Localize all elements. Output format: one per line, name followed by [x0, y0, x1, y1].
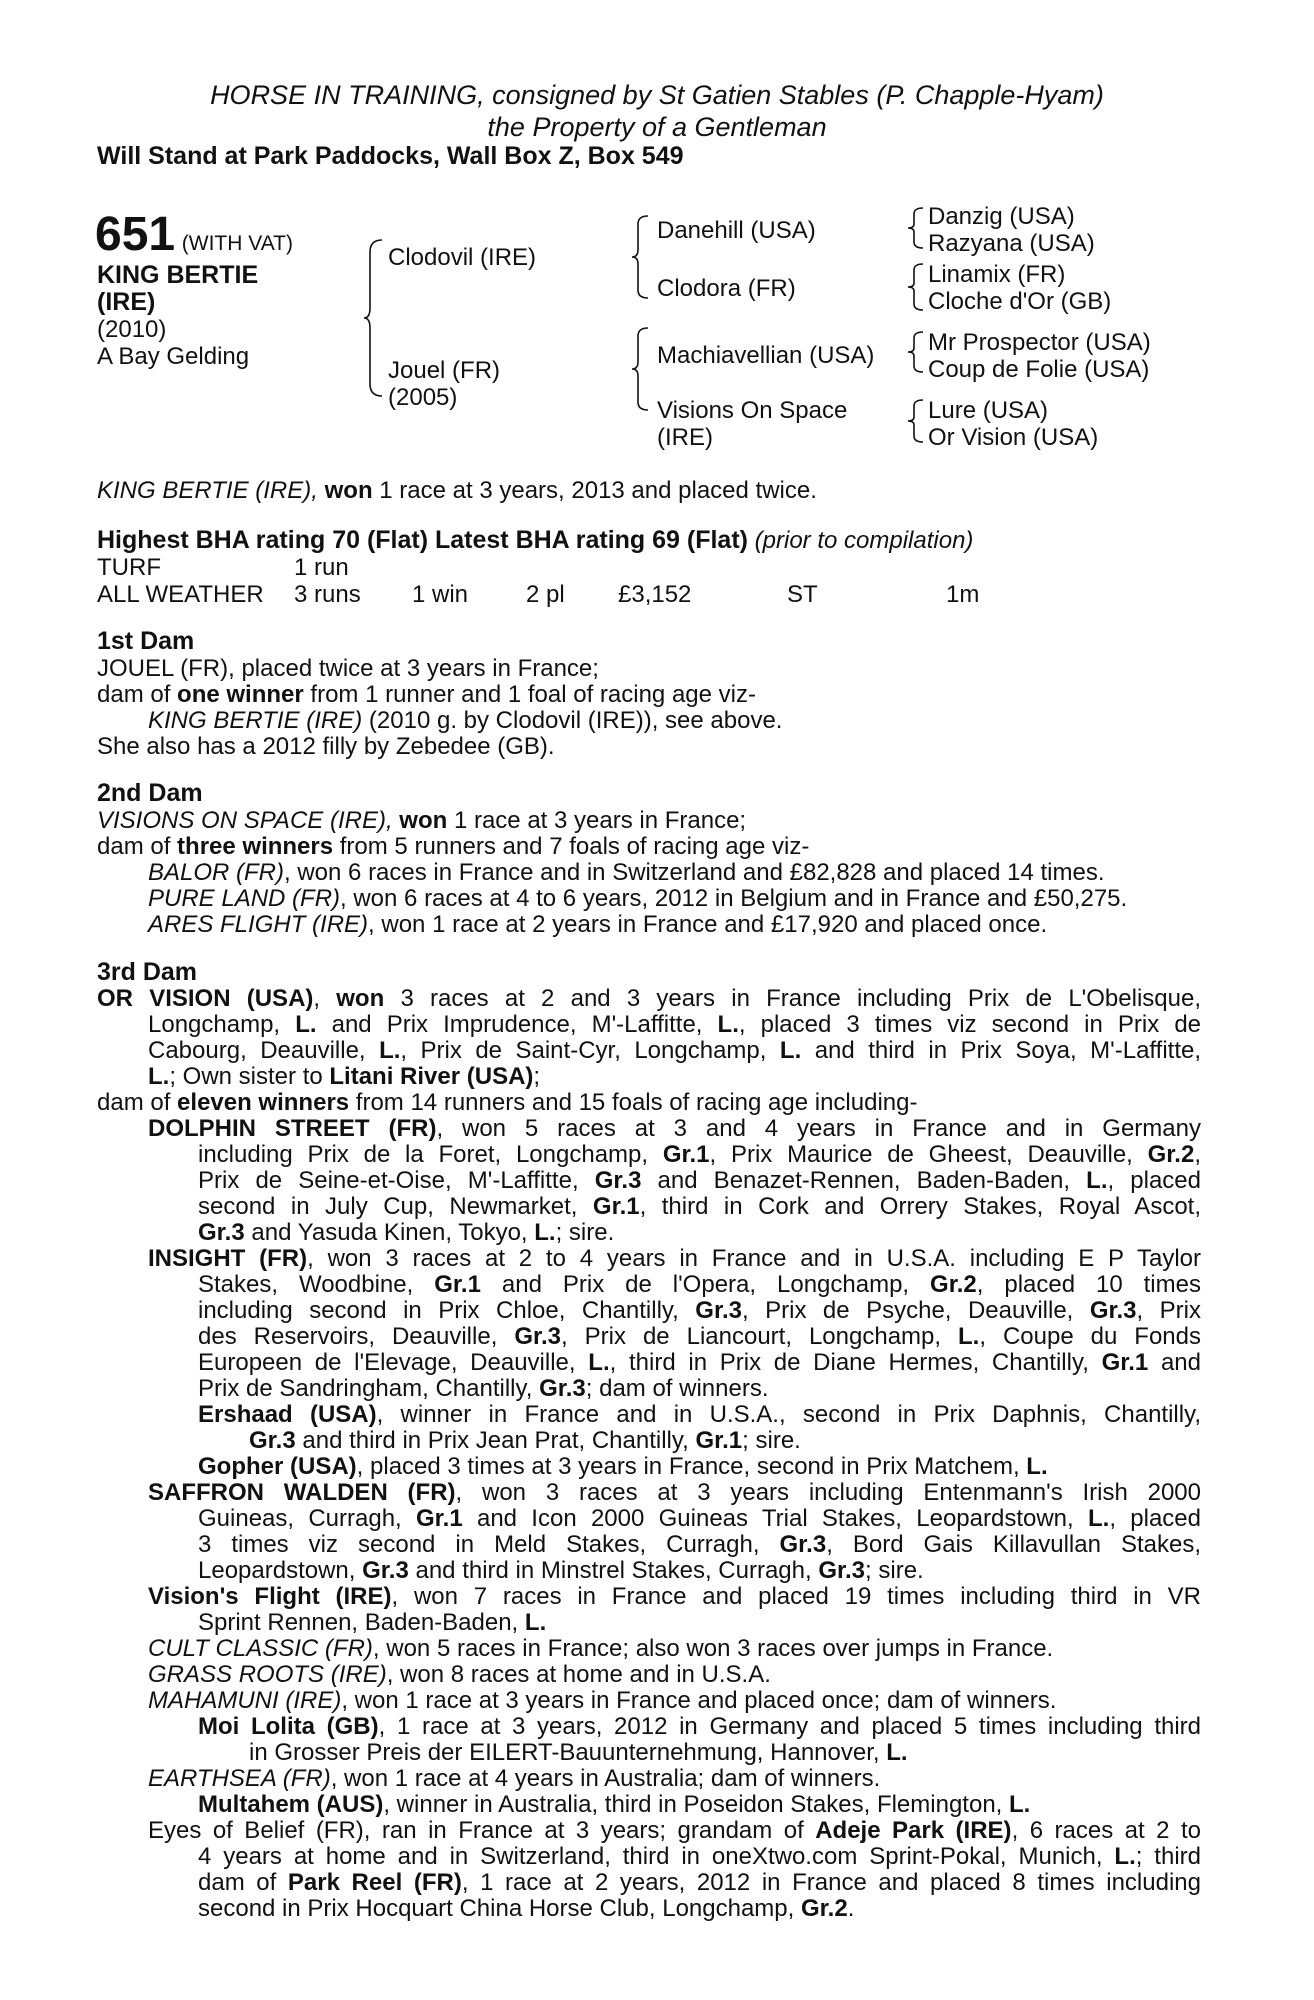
second-dam-line: ARES FLIGHT (IRE), won 1 race at 2 years in France and £17,920 and placed once.	[148, 911, 1048, 938]
horse-name-suffix: (IRE)	[97, 288, 156, 316]
g5-g6-brace	[905, 330, 927, 374]
first-dam-line: JOUEL (FR), placed twice at 3 years in France;	[97, 655, 599, 682]
third-dam-line: Moi Lolita (GB), 1 race at 3 years, 2012 in Germany and placed 5 times including third	[198, 1713, 1201, 1740]
horse-name: KING BERTIE	[97, 261, 259, 289]
pedigree-g2: Razyana (USA)	[928, 230, 1095, 257]
third-dam-line: INSIGHT (FR), won 3 races at 2 to 4 years in France and in U.S.A. including E P Taylor	[148, 1245, 1201, 1272]
third-dam-line: SAFFRON WALDEN (FR), won 3 races at 3 years including Entenmann's Irish 2000	[148, 1479, 1202, 1506]
consignor-line: HORSE IN TRAINING, consigned by St Gatien Stables (P. Chapple-Hyam)	[210, 80, 1104, 110]
g3-g4-brace	[905, 262, 927, 312]
horse-description: A Bay Gelding	[97, 343, 250, 370]
pedigree-sire-dam: Clodora (FR)	[657, 275, 796, 302]
summary-won: won	[324, 477, 373, 504]
first-dam-line: KING BERTIE (IRE) (2010 g. by Clodovil (IRE)), see above.	[148, 707, 783, 734]
third-dam-line: Sprint Rennen, Baden-Baden, L.	[198, 1609, 547, 1636]
third-dam-line: Stakes, Woodbine, Gr.1 and Prix de l'Opera, Longchamp, Gr.2, placed 10 times	[198, 1271, 1201, 1298]
third-dam-line: in Grosser Preis der EILERT-Bauunternehmung, Hannover, L.	[249, 1739, 908, 1766]
third-dam-line: dam of Park Reel (FR), 1 race at 2 years, 2012 in France and placed 8 times including	[198, 1869, 1201, 1896]
second-dam-heading: 2nd Dam	[97, 779, 203, 807]
bha-rating-values: Highest BHA rating 70 (Flat) Latest BHA rating 69 (Flat)	[97, 526, 748, 554]
bha-rating	[97, 527, 973, 554]
dam-parents-brace	[630, 326, 652, 412]
third-dam-line: dam of eleven winners from 14 runners and 15 foals of racing age including-	[97, 1089, 918, 1116]
pedigree-dam-dam: Visions On Space	[657, 397, 848, 424]
third-dam-line: des Reservoirs, Deauville, Gr.3, Prix de Liancourt, Longchamp, L., Coupe du Fonds	[198, 1323, 1202, 1350]
sire-dam-brace	[362, 238, 386, 398]
lot-number: 651	[95, 208, 176, 261]
record-aw-label: ALL WEATHER	[97, 581, 264, 608]
third-dam-line: L.; Own sister to Litani River (USA);	[148, 1063, 541, 1090]
second-dam-line: BALOR (FR), won 6 races in France and in Switzerland and £82,828 and placed 14 times.	[148, 859, 1105, 886]
third-dam-line: including second in Prix Chloe, Chantilly, Gr.3, Prix de Psyche, Deauville, Gr.3, Prix	[198, 1297, 1201, 1324]
pedigree-g1: Danzig (USA)	[928, 203, 1075, 230]
third-dam-line: GRASS ROOTS (IRE), won 8 races at home and in U.S.A.	[148, 1661, 771, 1688]
second-dam-line: VISIONS ON SPACE (IRE), won 1 race at 3 years in France;	[97, 807, 747, 834]
third-dam-line: Gr.3 and Yasuda Kinen, Tokyo, L.; sire.	[198, 1219, 615, 1246]
first-dam-line: dam of one winner from 1 runner and 1 foal of racing age viz-	[97, 681, 756, 708]
third-dam-line: including Prix de la Foret, Longchamp, Gr.1, Prix Maurice de Gheest, Deauville, Gr.2,	[198, 1141, 1201, 1168]
first-dam-heading: 1st Dam	[97, 627, 195, 655]
pedigree-g4: Cloche d'Or (GB)	[928, 288, 1112, 315]
g1-g2-brace	[905, 206, 927, 250]
third-dam-line: second in July Cup, Newmarket, Gr.1, third in Cork and Orrery Stakes, Royal Ascot,	[198, 1193, 1201, 1220]
third-dam-line: Cabourg, Deauville, L., Prix de Saint-Cyr, Longchamp, L. and third in Prix Soya, M'-Laffitte,	[148, 1037, 1202, 1064]
third-dam-line: Vision's Flight (IRE), won 7 races in France and placed 19 times including third in VR	[148, 1583, 1201, 1610]
third-dam-line: 4 years at home and in Switzerland, third in oneXtwo.com Sprint-Pokal, Munich, L.; third	[198, 1843, 1201, 1870]
third-dam-line: 3 times viz second in Meld Stakes, Curragh, Gr.3, Bord Gais Killavullan Stakes,	[198, 1531, 1201, 1558]
pedigree-dam-year: (2005)	[388, 384, 458, 411]
second-dam-line: dam of three winners from 5 runners and 7 foals of racing age viz-	[97, 833, 810, 860]
pedigree-sire-sire: Danehill (USA)	[657, 217, 816, 244]
third-dam-line: MAHAMUNI (IRE), won 1 race at 3 years in France and placed once; dam of winners.	[148, 1687, 1057, 1714]
record-aw-runs: 3 runs	[294, 581, 361, 608]
third-dam-line: DOLPHIN STREET (FR), won 5 races at 3 and 4 years in France and in Germany	[148, 1115, 1201, 1142]
sire-parents-brace	[630, 214, 652, 300]
pedigree-dam: Jouel (FR)	[388, 357, 501, 384]
third-dam-line: Prix de Seine-et-Oise, M'-Laffitte, Gr.3 and Benazet-Rennen, Baden-Baden, L., placed	[198, 1167, 1202, 1194]
third-dam-line: Prix de Sandringham, Chantilly, Gr.3; dam of winners.	[198, 1375, 769, 1402]
pedigree-sire: Clodovil (IRE)	[388, 244, 537, 271]
foaling-year: (2010)	[97, 316, 167, 343]
pedigree-g8: Or Vision (USA)	[928, 424, 1099, 451]
record-aw-prize: £3,152	[618, 581, 692, 608]
pedigree-g5: Mr Prospector (USA)	[928, 329, 1151, 356]
vat-note: (WITH VAT)	[181, 232, 293, 255]
bha-rating-note: (prior to compilation)	[754, 527, 974, 554]
summary-rest: 1 race at 3 years, 2013 and placed twice.	[372, 477, 817, 504]
pedigree-g6: Coup de Folie (USA)	[928, 356, 1150, 383]
third-dam-heading: 3rd Dam	[97, 958, 198, 986]
pedigree-g7: Lure (USA)	[928, 397, 1049, 424]
pedigree-dam-dam-suffix: (IRE)	[657, 424, 713, 451]
race-summary: KING BERTIE (IRE), won 1 race at 3 years, 2013 and placed twice.	[97, 477, 817, 504]
third-dam-line: Europeen de l'Elevage, Deauville, L., third in Prix de Diane Hermes, Chantilly, Gr.1 and	[198, 1349, 1202, 1376]
pedigree-dam-sire: Machiavellian (USA)	[657, 342, 875, 369]
pedigree-g3: Linamix (FR)	[928, 261, 1066, 288]
third-dam-line: CULT CLASSIC (FR), won 5 races in France; also won 3 races over jumps in France.	[148, 1635, 1054, 1662]
stand-location: Will Stand at Park Paddocks, Wall Box Z, Box 549	[97, 142, 684, 170]
third-dam-line: Multahem (AUS), winner in Australia, third in Poseidon Stakes, Flemington, L.	[198, 1791, 1031, 1818]
third-dam-line: Gr.3 and third in Prix Jean Prat, Chantilly, Gr.1; sire.	[249, 1427, 801, 1454]
third-dam-line: Gopher (USA), placed 3 times at 3 years in France, second in Prix Matchem, L.	[198, 1453, 1048, 1480]
record-aw-placed: 2 pl	[526, 581, 565, 608]
third-dam-line: second in Prix Hocquart China Horse Club, Longchamp, Gr.2.	[198, 1895, 855, 1922]
g7-g8-brace	[905, 398, 927, 444]
third-dam-line: Leopardstown, Gr.3 and third in Minstrel Stakes, Curragh, Gr.3; sire.	[198, 1557, 924, 1584]
third-dam-line: OR VISION (USA), won 3 races at 2 and 3 years in France including Prix de L'Obelisque,	[97, 985, 1201, 1012]
record-turf-runs: 1 run	[294, 554, 349, 581]
third-dam-line: Eyes of Belief (FR), ran in France at 3 years; grandam of Adeje Park (IRE), 6 races at 2 to	[148, 1817, 1201, 1844]
record-aw-wins: 1 win	[412, 581, 469, 608]
second-dam-line: PURE LAND (FR), won 6 races at 4 to 6 years, 2012 in Belgium and in France and £50,275.	[148, 885, 1128, 912]
third-dam-line: Guineas, Curragh, Gr.1 and Icon 2000 Guineas Trial Stakes, Leopardstown, L., placed	[198, 1505, 1201, 1532]
third-dam-line: Longchamp, L. and Prix Imprudence, M'-Laffitte, L., placed 3 times viz second in Prix de	[148, 1011, 1202, 1038]
property-line: the Property of a Gentleman	[487, 112, 827, 142]
record-aw-distance: 1m	[946, 581, 980, 608]
record-turf-label: TURF	[97, 554, 161, 581]
lot-number-row	[95, 209, 293, 261]
third-dam-line: Ershaad (USA), winner in France and in U.S.A., second in Prix Daphnis, Chantilly,	[198, 1401, 1201, 1428]
summary-horse-name: KING BERTIE (IRE)	[97, 477, 312, 504]
record-aw-going: ST	[787, 581, 818, 608]
third-dam-line: EARTHSEA (FR), won 1 race at 4 years in Australia; dam of winners.	[148, 1765, 881, 1792]
first-dam-line: She also has a 2012 filly by Zebedee (GB).	[97, 733, 555, 760]
